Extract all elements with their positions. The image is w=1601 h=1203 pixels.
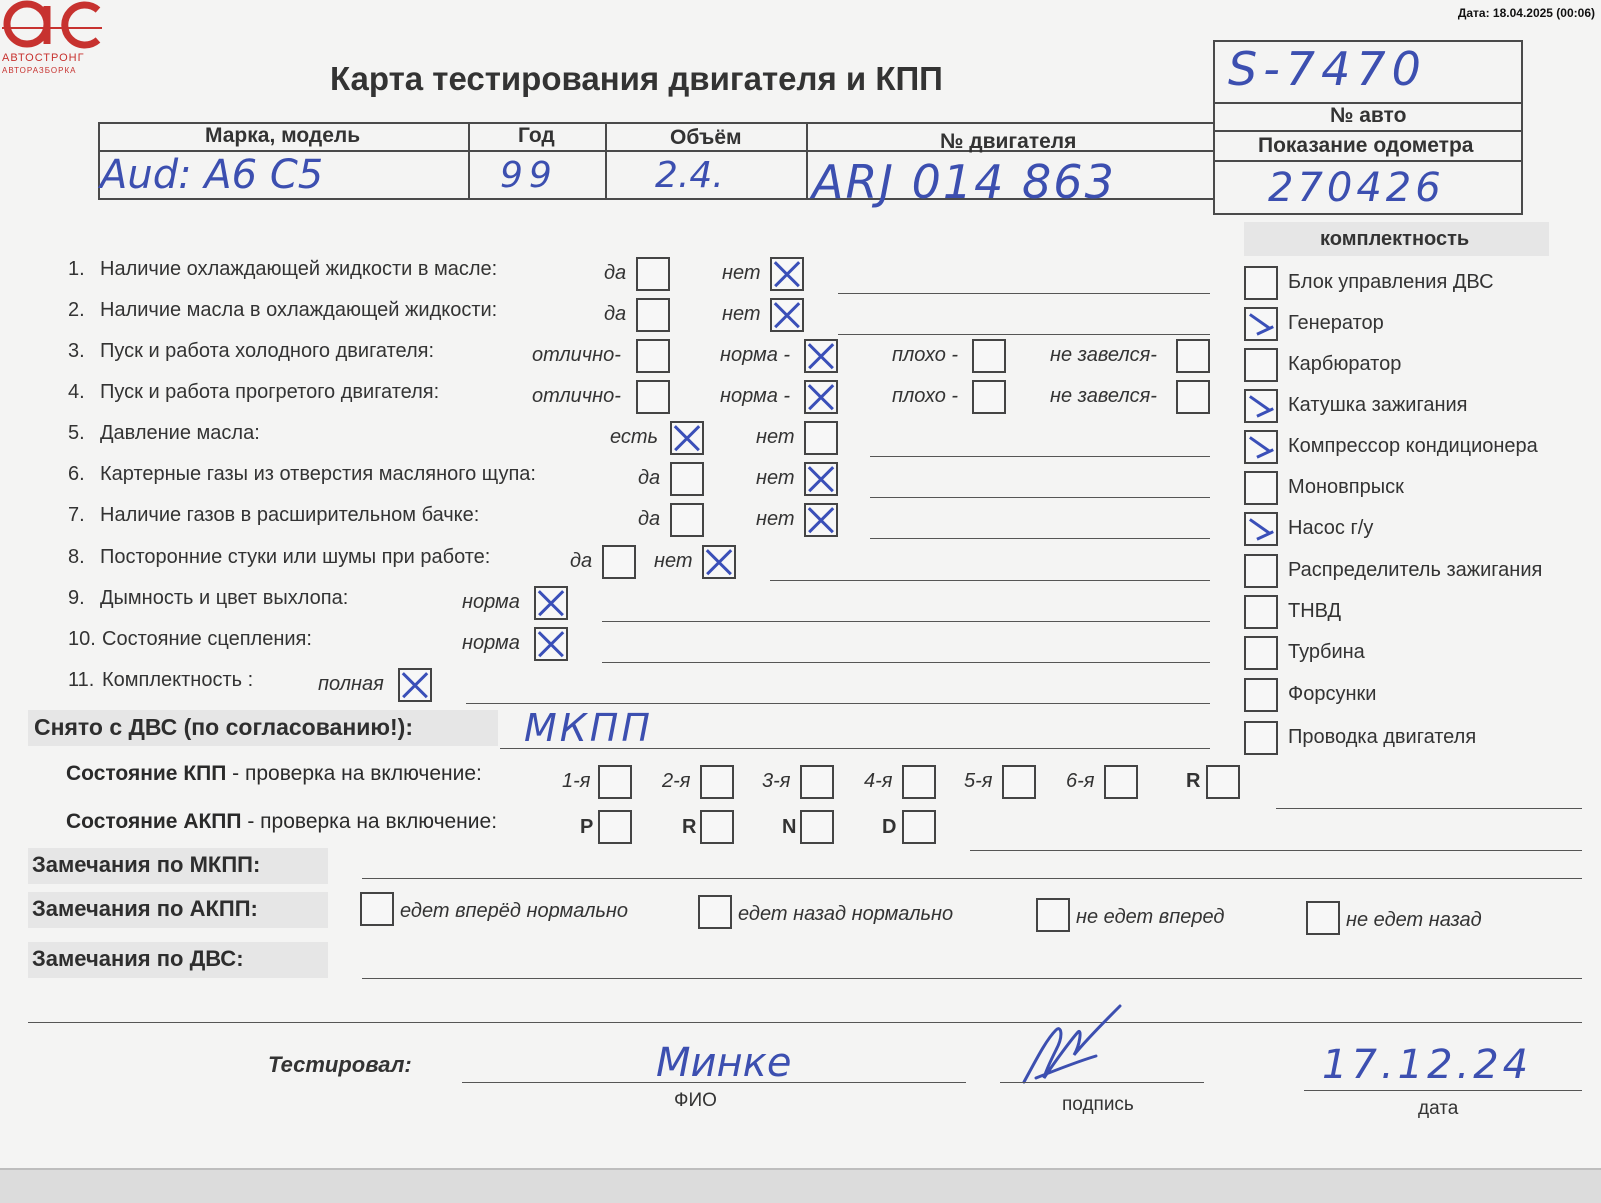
opt-no-label: нет [722,262,761,284]
row7-yes-checkbox[interactable] [670,503,704,537]
autostrong-logo-icon [2,0,102,50]
row3-bad-checkbox[interactable] [972,339,1006,373]
completeness-item-label: ТНВД [1288,600,1342,622]
mkpp-gear-checkbox[interactable] [1002,765,1036,799]
opt-bad-label: плохо - [892,385,959,407]
row11-note-line [466,703,1210,704]
completeness-checkbox[interactable] [1244,595,1278,629]
row-number: 9. [68,587,85,609]
row-question: Наличие охлаждающей жидкости в масле: [100,258,498,280]
mkpp-gear-label: 2-я [662,770,691,792]
row3-normal-checkbox[interactable] [804,339,838,373]
auto-number-value: S-7470 [1228,42,1427,96]
remarks-mkpp-line [362,878,1582,879]
row8-no-checkbox[interactable] [702,545,736,579]
tester-name-value: Минке [656,1040,792,1086]
col-engine-header: № двигателя [940,130,1077,153]
akpp-gear-label: R [682,816,697,838]
opt-no-label: нет [654,550,693,572]
akpp-remark-label: едет вперёд нормально [400,900,629,922]
completeness-checkbox[interactable] [1244,307,1278,341]
row-question: Наличие газов в расширительном бачке: [100,504,480,526]
volume-value: 2.4. [655,155,724,196]
akpp-state-bold: Состояние АКПП [66,810,242,833]
remarks-extra-line [28,1022,1582,1023]
row-question: Комплектность : [102,669,254,691]
completeness-item-label: Моновпрыск [1288,476,1404,498]
row3-nostart-checkbox[interactable] [1176,339,1210,373]
signature-image [1016,1000,1126,1090]
opt-norm-label: норма [462,632,520,654]
row-number: 11. [68,669,95,691]
opt-full-label: полная [318,673,384,695]
engine-number-value: ARJ 014 863 [812,155,1116,209]
row8-note-line [770,580,1210,581]
row-question: Картерные газы из отверстия масляного щупа: [100,463,536,485]
row-number: 4. [68,381,85,403]
completeness-checkbox[interactable] [1244,512,1278,546]
akpp-state-rest: - проверка на включение: [241,810,498,833]
akpp-gear-label: P [580,816,594,838]
row4-bad-checkbox[interactable] [972,380,1006,414]
row1-note-line [838,293,1210,294]
mkpp-gear-label: 4-я [864,770,893,792]
mkpp-gear-label: R [1186,770,1201,792]
mkpp-gear-checkbox[interactable] [1206,765,1240,799]
akpp-remark-checkbox[interactable] [1306,901,1340,935]
test-date-value: 17.12.24 [1322,1042,1533,1088]
col-volume-header: Объём [670,126,742,149]
opt-no-label: нет [722,303,761,325]
remarks-mkpp-label: Замечания по МКПП: [32,852,261,877]
completeness-item-label: Насос г/у [1288,517,1374,539]
akpp-gear-checkbox[interactable] [700,810,734,844]
row-number: 8. [68,546,85,568]
fio-line [462,1082,966,1083]
opt-yes-label: да [570,550,593,572]
signature-caption: подпись [1062,1094,1134,1115]
row-question: Пуск и работа прогретого двигателя: [100,381,440,403]
mkpp-gear-checkbox[interactable] [1104,765,1138,799]
akpp-remark-checkbox[interactable] [1036,898,1070,932]
removed-note-line [500,748,1210,749]
row9-note-line [602,621,1210,622]
completeness-item-label: Карбюратор [1288,353,1402,375]
row-question: Дымность и цвет выхлопа: [100,587,349,609]
divider [468,122,470,200]
akpp-gear-checkbox[interactable] [598,810,632,844]
opt-yes-label: да [638,467,661,489]
row-question: Посторонние стуки или шумы при работе: [100,546,491,568]
opt-no-label: нет [756,467,795,489]
make-value: Aud: A6 C5 [100,152,324,198]
row-question: Пуск и работа холодного двигателя: [100,340,435,362]
removed-label: Снято с ДВС (по согласованию!): [34,714,413,740]
akpp-gear-checkbox[interactable] [800,810,834,844]
row3-excellent-checkbox[interactable] [636,339,670,373]
row-question: Состояние сцепления: [102,628,312,650]
row-number: 7. [68,504,85,526]
removed-value: МКПП [524,706,653,750]
opt-yes-label: да [604,303,627,325]
col-make-header: Марка, модель [205,124,361,147]
completeness-title: комплектность [1320,228,1470,250]
row6-no-checkbox[interactable] [804,462,838,496]
row2-yes-checkbox[interactable] [636,298,670,332]
akpp-gear-label: D [882,816,897,838]
divider [605,122,607,200]
mkpp-state-bold: Состояние КПП [66,762,227,785]
mkpp-gear-checkbox[interactable] [700,765,734,799]
remarks-dvs-line [362,978,1582,979]
completeness-checkbox[interactable] [1244,554,1278,588]
opt-norm-label: норма [462,591,520,613]
akpp-remark-label: не едет назад [1346,909,1482,931]
row4-normal-checkbox[interactable] [804,380,838,414]
print-date-stamp: Дата: 18.04.2025 (00:06) [1457,6,1595,20]
row7-note-line [870,538,1210,539]
page-title: Карта тестирования двигателя и КПП [330,60,943,97]
opt-no-label: нет [756,508,795,530]
akpp-remark-label: едет назад нормально [738,903,954,925]
row5-no-checkbox[interactable] [804,421,838,455]
mkpp-gear-checkbox[interactable] [800,765,834,799]
mkpp-gear-label: 6-я [1066,770,1095,792]
completeness-item-label: Форсунки [1288,683,1377,705]
akpp-remark-checkbox[interactable] [360,892,394,926]
opt-yes-label: да [638,508,661,530]
row10-norm-checkbox[interactable] [534,627,568,661]
odometer-label: Показание одометра [1258,134,1474,157]
mkpp-gear-label: 3-я [762,770,791,792]
completeness-checkbox[interactable] [1244,471,1278,505]
odometer-value: 270426 [1268,165,1445,211]
date-line [1304,1090,1582,1091]
row5-present-checkbox[interactable] [670,421,704,455]
opt-normal-label: норма - [720,344,791,366]
row2-note-line [838,334,1210,335]
row2-no-checkbox[interactable] [770,298,804,332]
completeness-item-label: Катушка зажигания [1288,394,1468,416]
remarks-dvs-label: Замечания по ДВС: [32,946,244,971]
completeness-item-label: Блок управления ДВС [1288,271,1494,293]
completeness-item-label: Турбина [1288,641,1365,663]
akpp-remark-label: не едет вперед [1076,906,1225,928]
completeness-checkbox[interactable] [1244,430,1278,464]
akpp-note-line [970,850,1582,851]
logo-company-name: АВТОСТРОНГ [2,52,85,64]
mkpp-state-label [66,762,482,786]
row4-excellent-checkbox[interactable] [636,380,670,414]
row6-note-line [870,497,1210,498]
row1-no-checkbox[interactable] [770,257,804,291]
divider [1213,160,1523,162]
remarks-akpp-label: Замечания по АКПП: [32,896,258,921]
opt-nostart-label: не завелся- [1050,385,1157,407]
opt-yes-label: да [604,262,627,284]
row-number: 2. [68,299,85,321]
row8-yes-checkbox[interactable] [602,545,636,579]
year-value: 99 [500,155,558,196]
row-number: 3. [68,340,85,362]
opt-no-label: нет [756,426,795,448]
row5-note-line [870,456,1210,457]
col-year-header: Год [518,124,555,147]
row-question: Давление масла: [100,422,260,444]
row-number: 5. [68,422,85,444]
akpp-gear-label: N [782,816,797,838]
auto-number-label: № авто [1330,104,1407,127]
completeness-checkbox[interactable] [1244,636,1278,670]
mkpp-state-rest: - проверка на включение: [226,762,482,785]
opt-present-label: есть [610,426,659,448]
fio-caption: ФИО [674,1090,717,1111]
mkpp-note-line [1276,808,1582,809]
opt-excellent-label: отлично- [532,344,621,366]
row10-note-line [602,662,1210,663]
opt-excellent-label: отлично- [532,385,621,407]
mkpp-gear-label: 1-я [562,770,591,792]
row1-yes-checkbox[interactable] [636,257,670,291]
row4-nostart-checkbox[interactable] [1176,380,1210,414]
mkpp-gear-checkbox[interactable] [902,765,936,799]
completeness-checkbox[interactable] [1244,348,1278,382]
row-number: 6. [68,463,85,485]
row-question: Наличие масла в охлаждающей жидкости: [100,299,498,321]
divider [1213,130,1523,132]
row-number: 10. [68,628,96,650]
divider [806,122,808,200]
completeness-item-label: Генератор [1288,312,1384,334]
row-number: 1. [68,258,85,280]
row7-no-checkbox[interactable] [804,503,838,537]
opt-nostart-label: не завелся- [1050,344,1157,366]
logo-company-subtitle: АВТОРАЗБОРКА [2,66,77,75]
completeness-checkbox[interactable] [1244,678,1278,712]
akpp-state-label [66,810,497,834]
completeness-item-label: Распределитель зажигания [1288,559,1543,581]
mkpp-gear-label: 5-я [964,770,993,792]
opt-bad-label: плохо - [892,344,959,366]
row6-yes-checkbox[interactable] [670,462,704,496]
completeness-checkbox[interactable] [1244,266,1278,300]
scan-bottom-edge [0,1168,1601,1203]
akpp-gear-checkbox[interactable] [902,810,936,844]
date-caption: дата [1418,1098,1459,1119]
mkpp-gear-checkbox[interactable] [598,765,632,799]
akpp-remark-checkbox[interactable] [698,895,732,929]
row9-norm-checkbox[interactable] [534,586,568,620]
completeness-checkbox[interactable] [1244,389,1278,423]
tested-by-label: Тестировал: [268,1052,412,1077]
signature-line [1000,1082,1204,1083]
completeness-item-label: Компрессор кондиционера [1288,435,1538,457]
row11-full-checkbox[interactable] [398,668,432,702]
completeness-checkbox[interactable] [1244,721,1278,755]
opt-normal-label: норма - [720,385,791,407]
completeness-item-label: Проводка двигателя [1288,726,1477,748]
